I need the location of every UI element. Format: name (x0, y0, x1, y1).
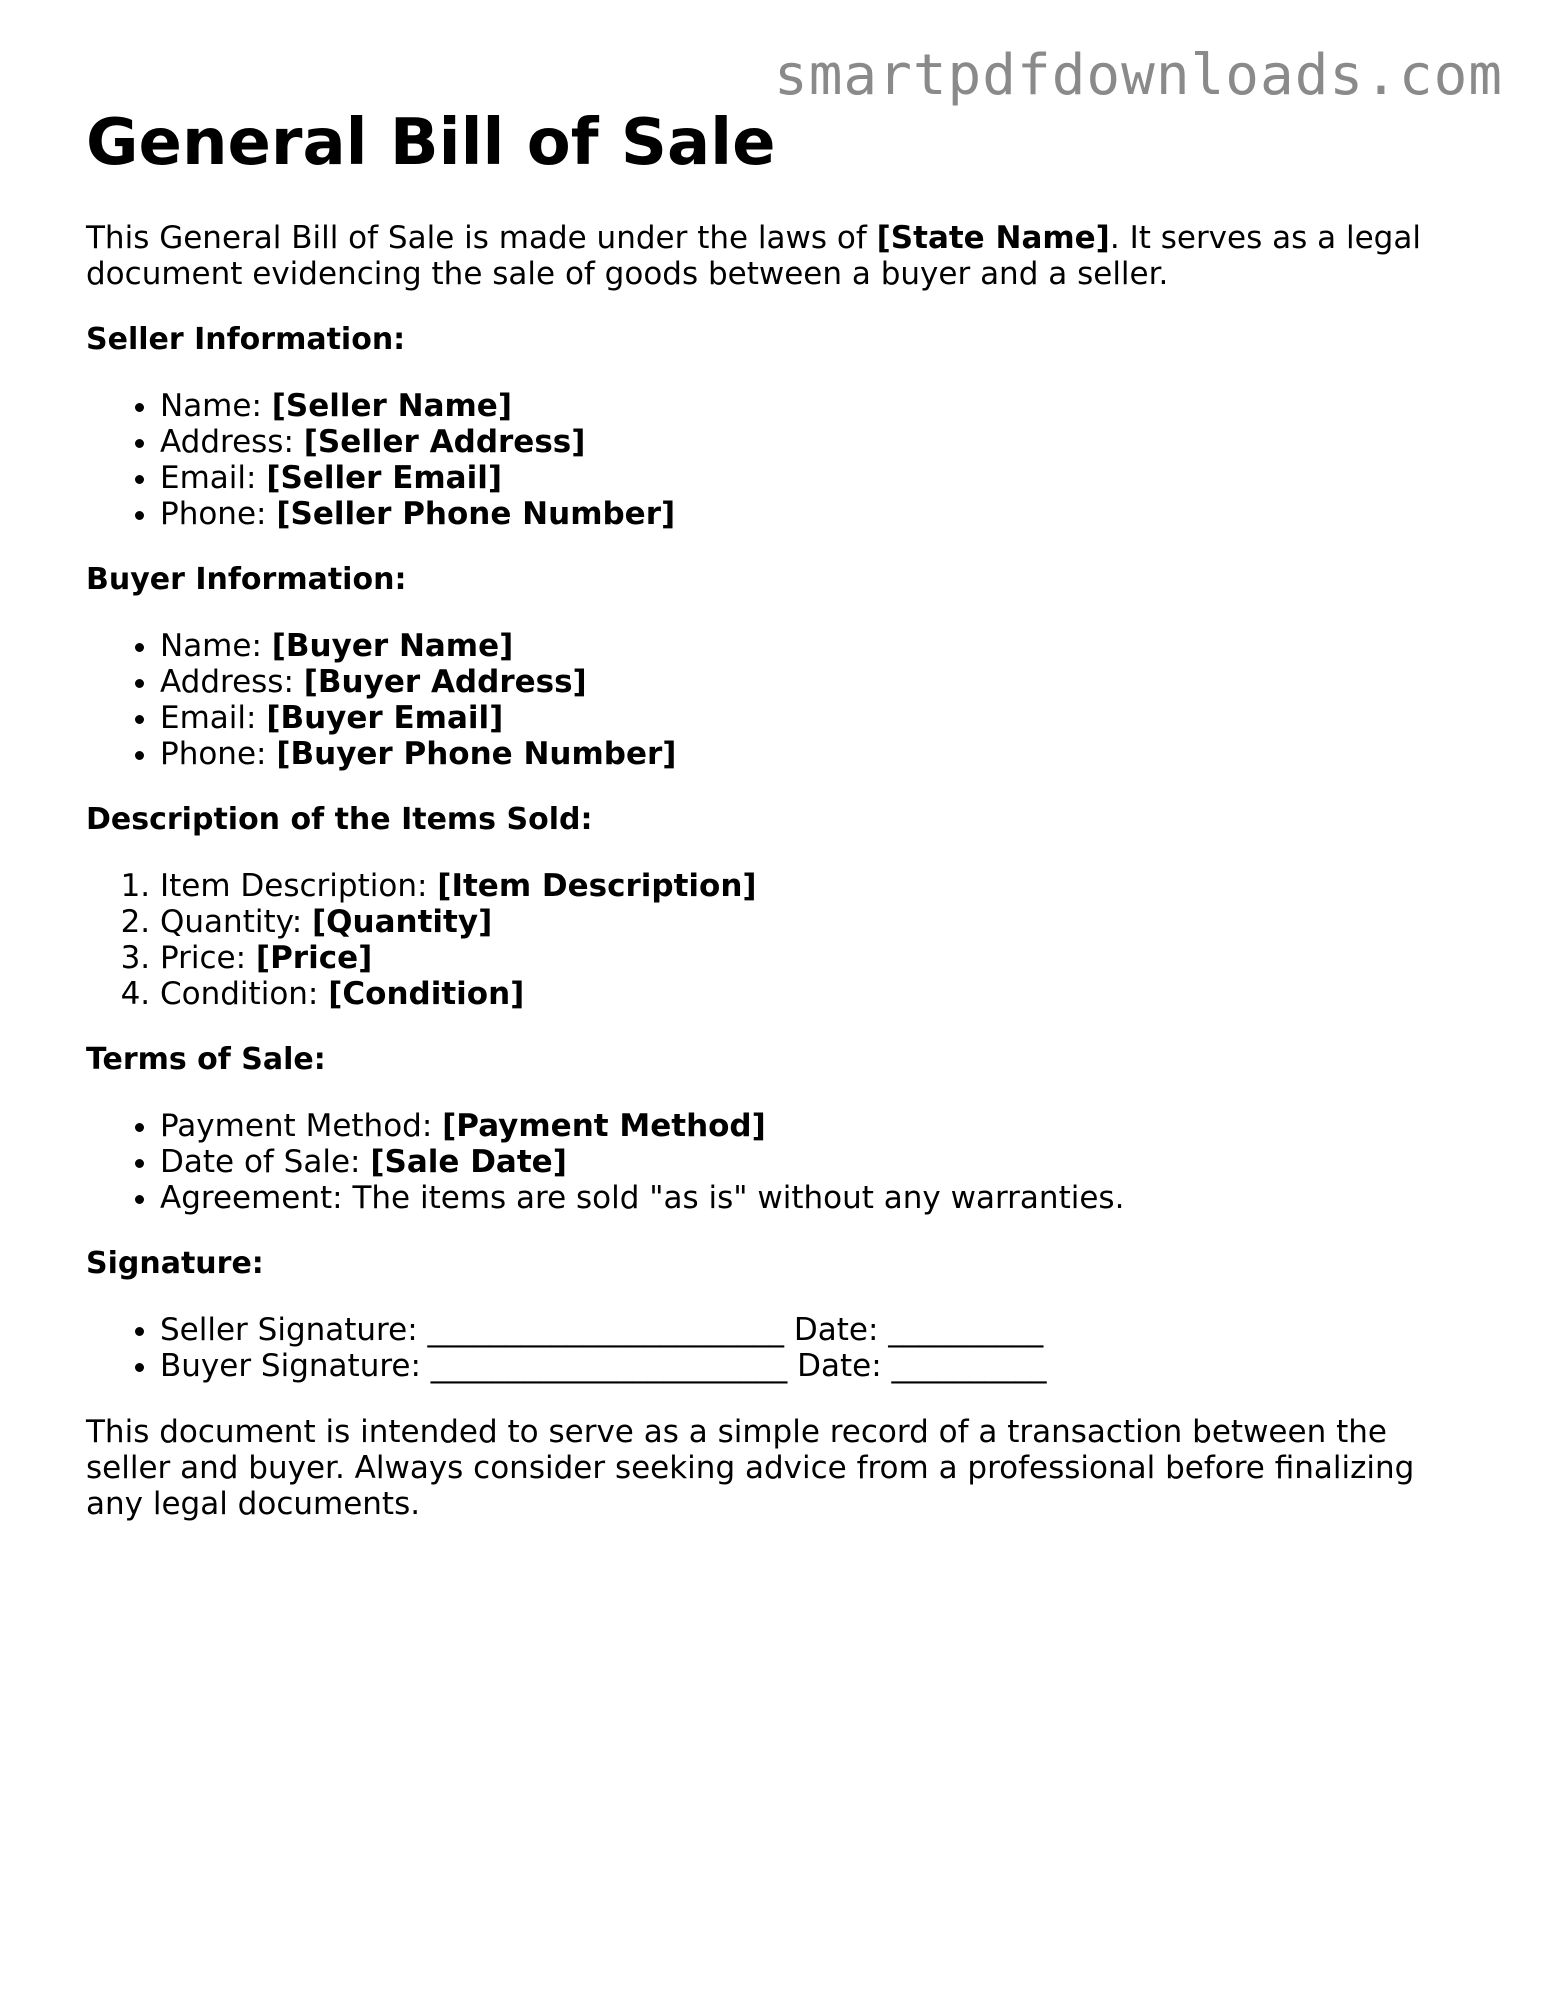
list-item (160, 424, 1466, 460)
field-value: [Buyer Phone Number] (276, 736, 677, 773)
signature-heading: Signature: (86, 1246, 264, 1282)
list-item (160, 1180, 1466, 1216)
intro-text-after: . It serves as a legal document evidencing the sale of goods between a buyer and a seller. (86, 220, 1421, 293)
field-label: Name: (160, 628, 272, 665)
list-item (160, 460, 1466, 496)
field-value: [Payment Method] (442, 1108, 766, 1145)
field-value: [Item Description] (437, 868, 757, 905)
items-sold-heading: Description of the Items Sold: (86, 802, 593, 838)
field-value: [Seller Name] (271, 388, 513, 425)
field-value: [Buyer Email] (266, 700, 504, 737)
field-label: Date of Sale: (160, 1144, 371, 1181)
terms-list (86, 1108, 1466, 1216)
field-label: Address: (160, 424, 304, 461)
seller-info-heading: Seller Information: (86, 322, 406, 358)
field-label: Email: (160, 460, 267, 497)
state-name-placeholder: [State Name] (876, 220, 1110, 257)
intro-paragraph (86, 220, 1466, 292)
watermark: smartpdfdownloads.com (773, 43, 1503, 108)
list-item (160, 904, 1466, 940)
field-label: Agreement: The items are sold "as is" without any warranties. (160, 1180, 1125, 1217)
field-value: [Quantity] (312, 904, 493, 941)
field-value: [Seller Phone Number] (276, 496, 676, 533)
field-value: [Buyer Address] (303, 664, 587, 701)
signature-list (86, 1312, 1466, 1384)
list-item (160, 868, 1466, 904)
field-label: Price: (160, 940, 256, 977)
buyer-signature-line: • Buyer Signature: _______________________ Date: __________ (160, 1348, 1466, 1384)
document-title: General Bill of Sale (86, 106, 776, 180)
intro-text-before: This General Bill of Sale is made under the laws of (86, 220, 877, 257)
field-value: [Sale Date] (370, 1144, 567, 1181)
items-sold-list (86, 868, 1466, 1012)
field-value: [Buyer Name] (271, 628, 514, 665)
field-label: Address: (160, 664, 304, 701)
seller-info-list (86, 388, 1466, 532)
document-page (86, 108, 1466, 1522)
field-value: [Price] (255, 940, 373, 977)
field-label: Email: (160, 700, 267, 737)
list-item (160, 976, 1466, 1012)
field-label: Quantity: (160, 904, 313, 941)
field-value: [Seller Email] (266, 460, 503, 497)
list-item (160, 940, 1466, 976)
field-label: Phone: (160, 736, 277, 773)
list-item (160, 628, 1466, 664)
list-item (160, 736, 1466, 772)
field-label: Condition: (160, 976, 329, 1013)
field-label: Item Description: (160, 868, 438, 905)
buyer-info-list (86, 628, 1466, 772)
field-label: Payment Method: (160, 1108, 443, 1145)
field-label: Name: (160, 388, 272, 425)
field-value: [Seller Address] (303, 424, 586, 461)
terms-heading: Terms of Sale: (86, 1042, 326, 1078)
closing-paragraph: This document is intended to serve as a simple record of a transaction between the seller and buyer. Always consider seeking advice from a professional before finalizing any legal documents. (86, 1414, 1415, 1523)
seller-signature-line: • Seller Signature: _______________________ Date: __________ (160, 1312, 1466, 1348)
list-item (160, 700, 1466, 736)
list-item (160, 1108, 1466, 1144)
list-item (160, 1144, 1466, 1180)
buyer-info-heading: Buyer Information: (86, 562, 407, 598)
list-item (160, 664, 1466, 700)
field-label: Phone: (160, 496, 277, 533)
list-item (160, 496, 1466, 532)
field-value: [Condition] (328, 976, 525, 1013)
list-item (160, 388, 1466, 424)
